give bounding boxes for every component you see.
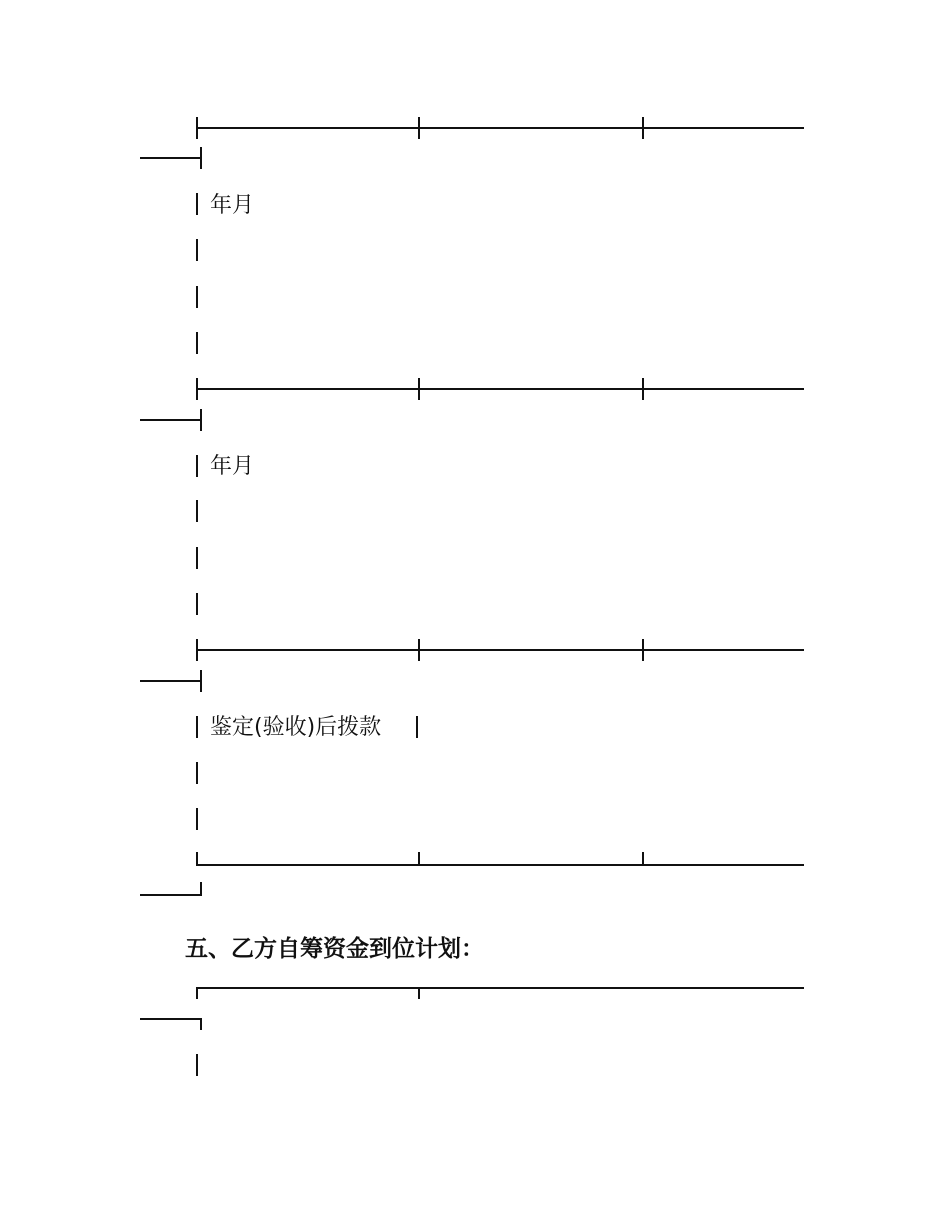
row-label: 年月 bbox=[210, 193, 255, 218]
row-label: 鉴定(验收)后拨款 bbox=[210, 715, 382, 740]
section-heading: 五、乙方自筹资金到位计划： bbox=[185, 936, 484, 962]
row-label: 年月 bbox=[210, 454, 255, 479]
